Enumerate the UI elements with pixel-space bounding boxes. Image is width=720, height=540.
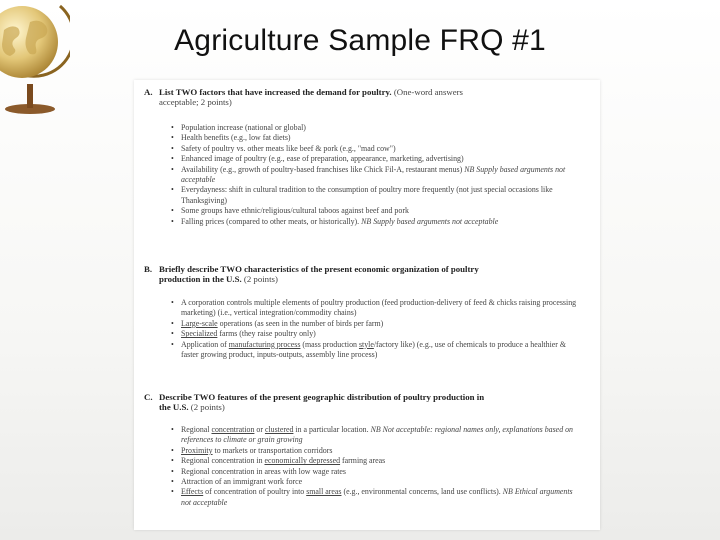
list-item: • Application of manufacturing process (mass production style/factory like) (e.g., use of chemicals to produce a healthier & faster growing product, inputs-outputs, assembly line process)	[181, 340, 577, 361]
question-a-answer-list	[181, 123, 577, 227]
question-c	[144, 392, 584, 413]
question-b-prompt: Briefly describe TWO characteristics of the present economic organization of poultry	[159, 264, 479, 274]
list-item: • Enhanced image of poultry (e.g., ease of preparation, appearance, marketing, advertising)	[181, 154, 577, 164]
question-c-prompt: Describe TWO features of the present geographic distribution of poultry production in	[159, 392, 485, 402]
question-b-heading: B. Briefly describe TWO characteristics of the present economic organization of poultry production in the U.S. (2 points)	[144, 264, 479, 285]
document-scan	[134, 80, 600, 530]
list-item: • Regional concentration or clustered in a particular location. NB Not acceptable: regional names only, explanations based on references to climate or grain growing	[181, 425, 577, 446]
question-b	[144, 264, 584, 285]
list-item: • Some groups have ethnic/religious/cultural taboos against beef and pork	[181, 206, 577, 216]
list-item: • Safety of poultry vs. other meats like beef & pork (e.g., "mad cow")	[181, 144, 577, 154]
slide-title: Agriculture Sample FRQ #1	[174, 24, 546, 57]
list-item: • A corporation controls multiple elements of poultry production (feed production-delivery of feed & chicks raising processing marketing) (i.e., vertical integration/commodity chains)	[181, 298, 577, 319]
globe-decoration	[0, 0, 70, 116]
list-item: • Regional concentration in areas with low wage rates	[181, 467, 577, 477]
list-item: • Attraction of an immigrant work force	[181, 477, 577, 487]
question-c-answer-list	[181, 425, 577, 508]
list-item: • Everydayness: shift in cultural tradition to the consumption of poultry more frequently (not just special occasions like Thanksgiving)	[181, 185, 577, 206]
question-c-heading: C. Describe TWO features of the present geographic distribution of poultry production in the U.S. (2 points)	[144, 392, 485, 413]
list-item: • Falling prices (compared to other meats, or historically). NB Supply based arguments not acceptable	[181, 217, 577, 227]
list-item: • Effects of concentration of poultry into small areas (e.g., environmental concerns, land use conflicts). NB Ethical arguments not acceptable	[181, 487, 577, 508]
question-b-answer-list	[181, 298, 577, 360]
question-a-prompt: List TWO factors that have increased the demand for poultry.	[159, 87, 392, 97]
list-item: • Availability (e.g., growth of poultry-based franchises like Chick Fil-A, restaurant menus) NB Supply based arguments not acceptable	[181, 165, 577, 186]
list-item: • Population increase (national or global)	[181, 123, 577, 133]
list-item: • Regional concentration in economically depressed farming areas	[181, 456, 577, 466]
question-a	[144, 87, 584, 108]
list-item: • Specialized farms (they raise poultry only)	[181, 329, 577, 339]
question-a-heading: A. List TWO factors that have increased the demand for poultry. (One-word answers acceptable; 2 points)	[144, 87, 463, 108]
list-item: • Proximity to markets or transportation corridors	[181, 446, 577, 456]
list-item: • Large-scale operations (as seen in the number of birds per farm)	[181, 319, 577, 329]
list-item: • Health benefits (e.g., low fat diets)	[181, 133, 577, 143]
